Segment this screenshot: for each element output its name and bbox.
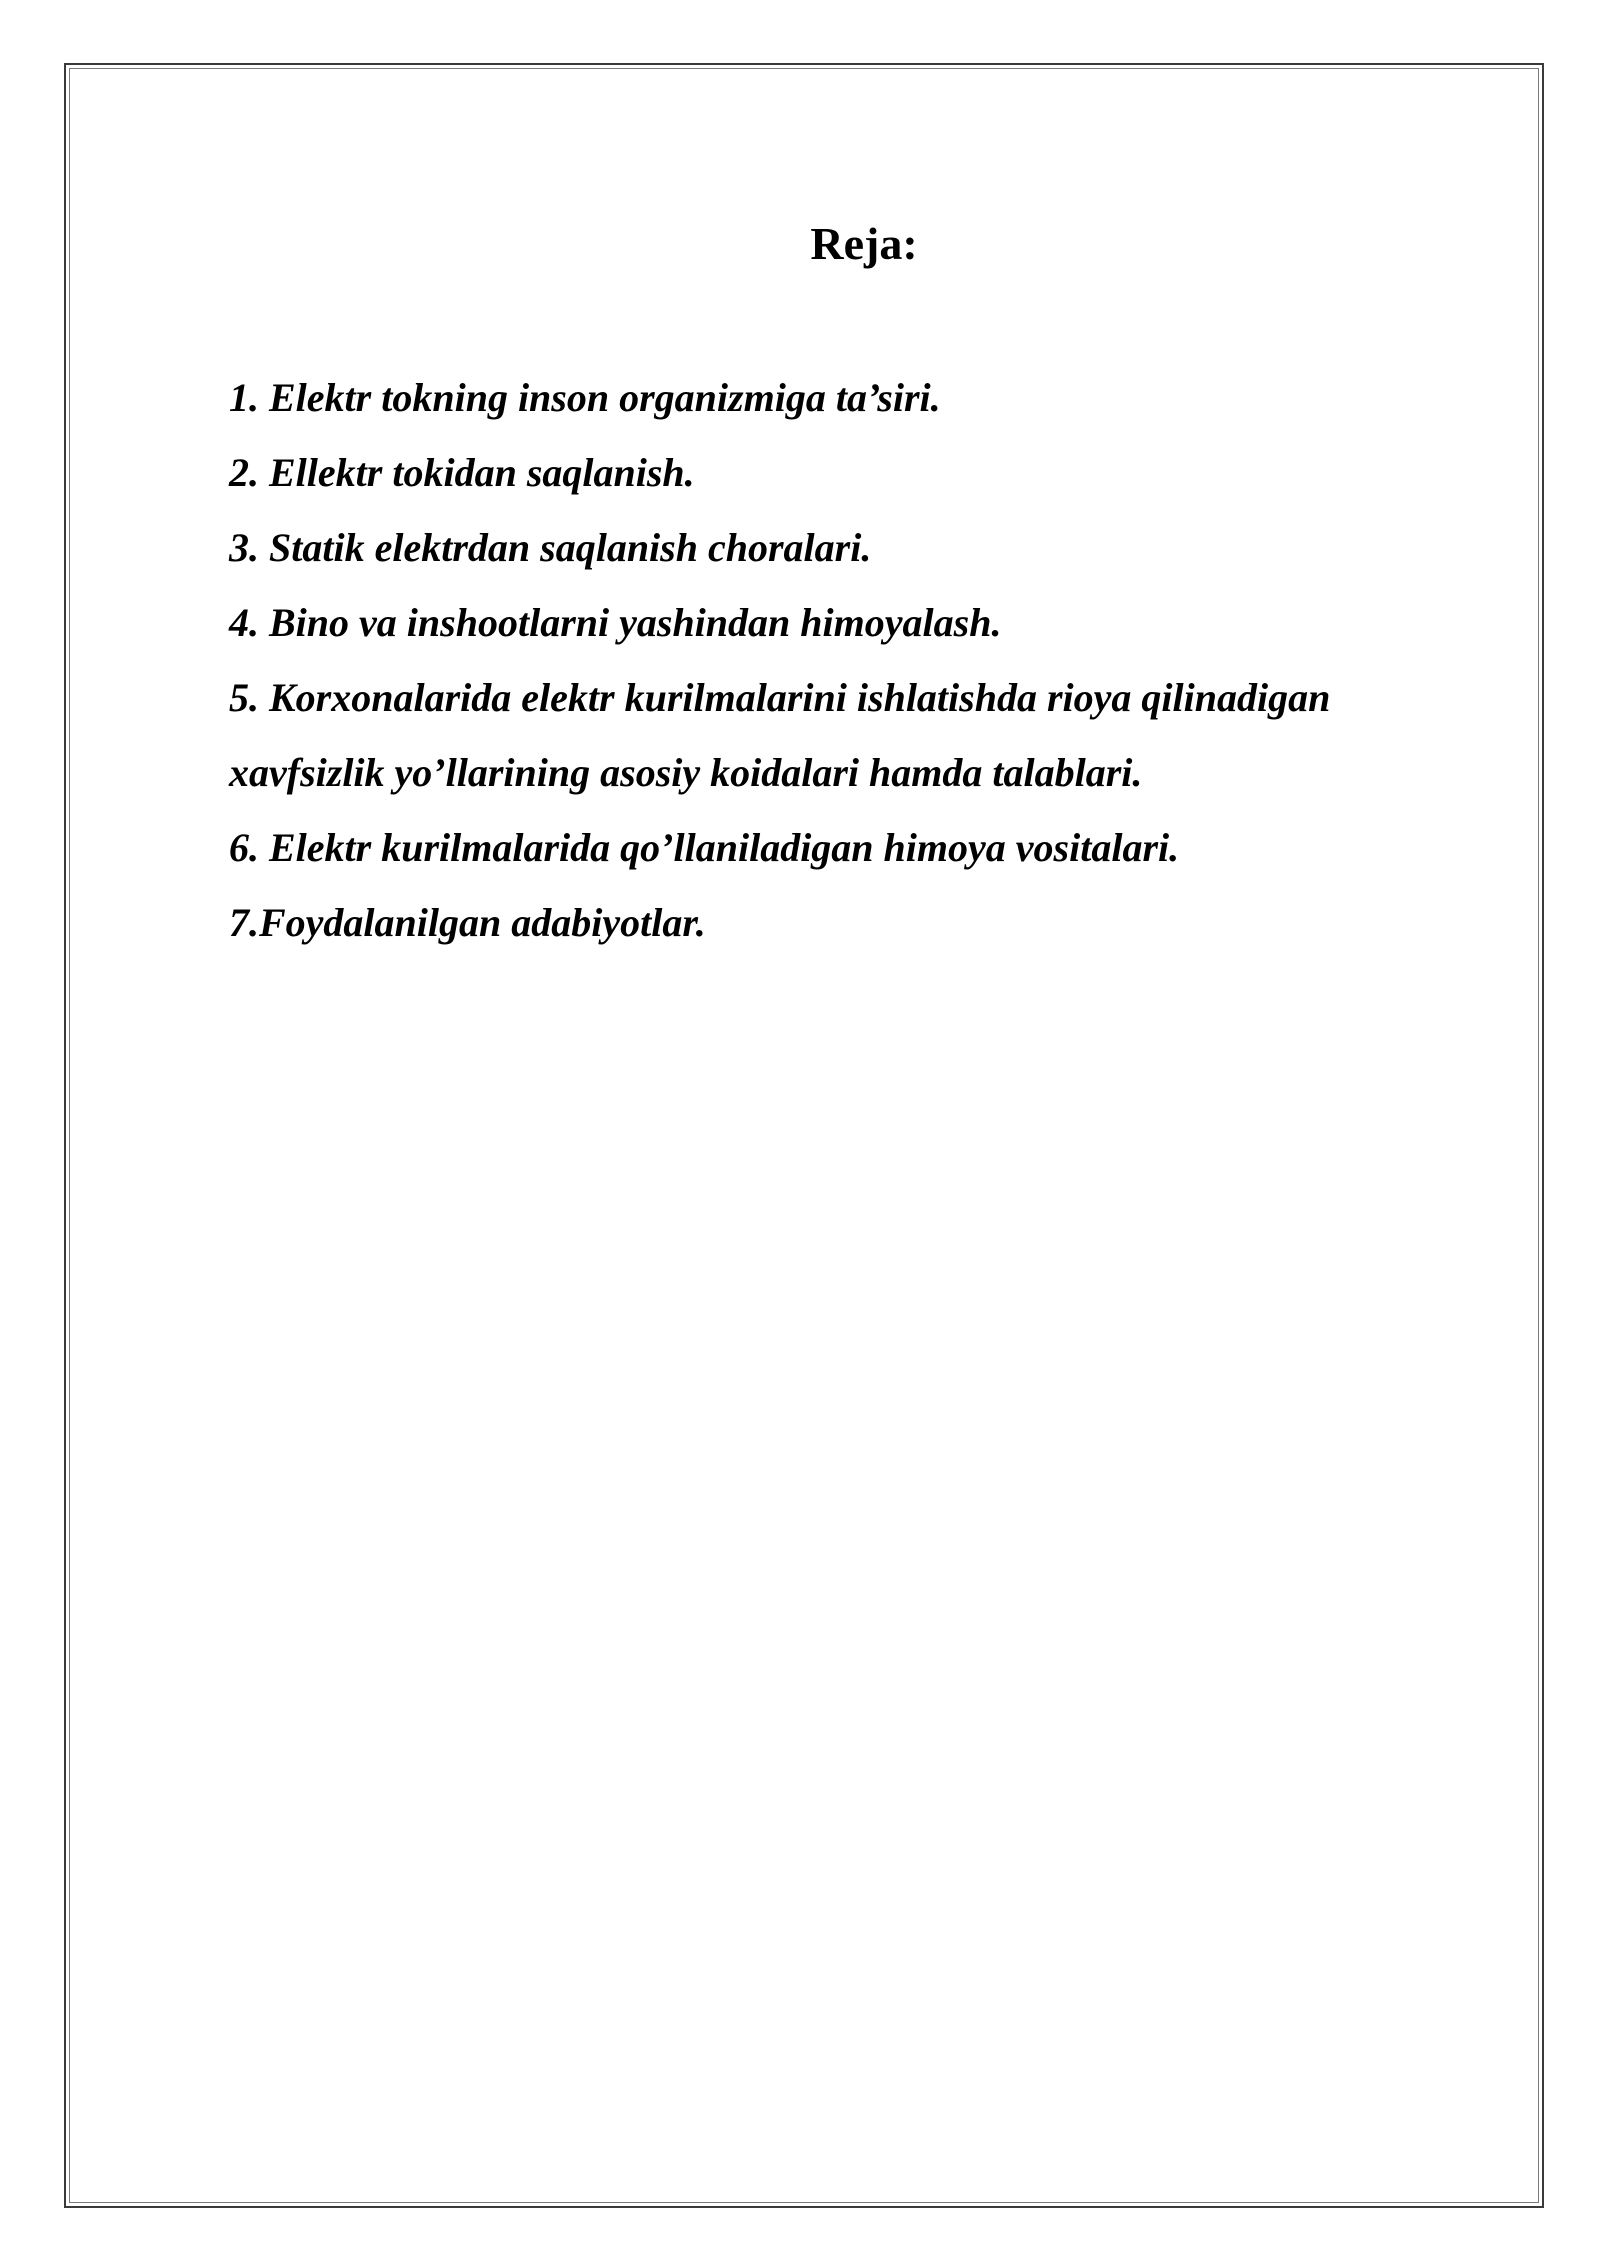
plan-item-6: 6. Elektr kurilmalarida qo’llaniladigan himoya vositalari.: [229, 825, 1180, 870]
plan-item-4: 4. Bino va inshootlarni yashindan himoyalash.: [229, 600, 1002, 645]
plan-item-5-continued: xavfsizlik yo’llarining asosiy koidalari hamda talablari.: [229, 750, 1143, 795]
page-title: Reja:: [810, 218, 918, 269]
plan-item-5: 5. Korxonalarida elektr kurilmalarini ishlatishda rioya qilinadigan: [229, 675, 1331, 720]
plan-item-1: 1. Elektr tokning inson organizmiga ta’siri.: [229, 375, 941, 420]
plan-list: [229, 360, 1429, 960]
plan-item-3: 3. Statik elektrdan saqlanish choralari.: [229, 525, 872, 570]
plan-item-2: 2. Ellektr tokidan saqlanish.: [229, 450, 695, 495]
plan-item-7: 7.Foydalanilgan adabiyotlar.: [229, 900, 706, 945]
